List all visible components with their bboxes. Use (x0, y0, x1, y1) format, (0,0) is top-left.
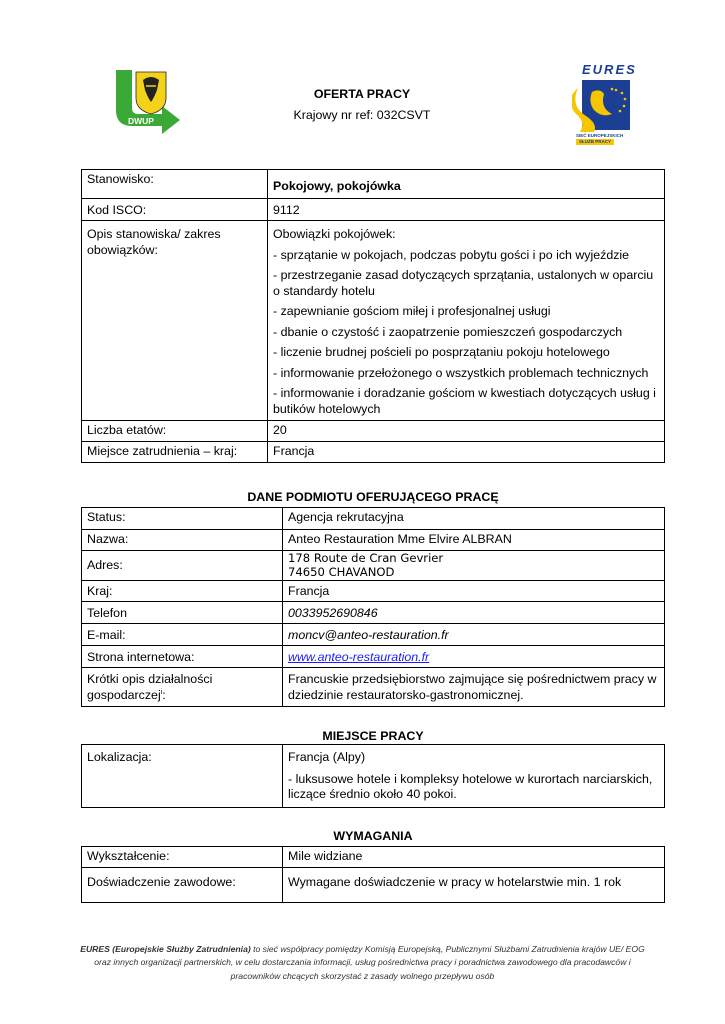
location-country: Francja (Alpy) (288, 750, 366, 764)
page-title: OFERTA PRACY (313, 87, 411, 101)
position-value (268, 170, 665, 199)
footer-line: pracowników chcących skorzystać z zasady wolnego przepływu osób (230, 970, 495, 981)
location-value (283, 745, 665, 808)
footer-line: oraz innych organizacji partnerskich, w celu dostarczania informacji, usług pośrednictwa pracy i poradnictwa zawodowego dla pracodawców i (94, 957, 631, 968)
employer-section-title: DANE PODMIOTU OFERUJĄCEGO PRACĘ (247, 490, 499, 504)
place-value: Francja (268, 442, 665, 463)
table-row (82, 602, 665, 624)
isco-label: Kod ISCO: (82, 199, 268, 221)
description-item: - dbanie o czystość i zaopatrzenie pomieszczeń gospodarczych (273, 324, 623, 339)
footer (60, 943, 665, 983)
address-line: 178 Route de Cran Gevrier (288, 551, 444, 565)
website-value (283, 646, 665, 668)
description-item: - sprzątanie w pokojach, podczas pobytu gości i po ich wyjeździe (273, 247, 630, 262)
requirements-table (81, 846, 665, 903)
activity-label-colon: : (162, 687, 166, 702)
experience-label: Doświadczenie zawodowe: (82, 867, 283, 902)
table-row (82, 421, 665, 442)
workplace-section-title: MIEJSCE PRACY (322, 729, 424, 743)
eures-logo-subtitle: SIEĆ EUROPEJSKICH (576, 133, 624, 138)
table-row (82, 221, 665, 421)
count-value: 20 (268, 421, 665, 442)
address-value (283, 551, 665, 581)
position-label: Stanowisko: (82, 170, 268, 199)
activity-label-text: Krótki opis działalności gospodarczej (87, 672, 213, 702)
description-item: Obowiązki pokojówek: (273, 227, 396, 241)
address-line: 74650 CHAVANOD (288, 565, 395, 580)
footer-line (60, 943, 665, 956)
table-row (82, 508, 665, 530)
location-details: - luksusowe hotele i kompleksy hotelowe w kurortach narciarskich, liczące średnio około 40 pokoi. (288, 771, 653, 801)
experience-value: Wymagane doświadczenie w pracy w hotelarstwie min. 1 rok (283, 867, 665, 902)
eures-logo-subtitle-2: SŁUŻB PRACY (576, 139, 614, 145)
table-row (82, 442, 665, 463)
name-label: Nazwa: (82, 530, 283, 551)
activity-label (82, 668, 283, 707)
table-row (82, 581, 665, 602)
phone-text: 0033952690846 (288, 605, 378, 620)
status-label: Status: (82, 508, 283, 530)
country-label: Kraj: (82, 581, 283, 602)
description-item: - przestrzeganie zasad dotyczących sprzątania, ustalonych w oparciu o standardy hotelu (273, 268, 654, 298)
address-label: Adres: (82, 551, 283, 581)
activity-footnote-mark: i (160, 688, 163, 696)
table-row (82, 745, 665, 808)
website-link[interactable]: www.anteo-restauration.fr (288, 649, 430, 664)
table-row (82, 646, 665, 668)
count-label: Liczba etatów: (82, 421, 268, 442)
table-row (82, 624, 665, 646)
phone-label: Telefon (82, 602, 283, 624)
workplace-table (81, 744, 665, 808)
email-label: E-mail: (82, 624, 283, 646)
table-row (82, 847, 665, 868)
education-value: Mile widziane (283, 847, 665, 868)
country-value: Francja (283, 581, 665, 602)
activity-value: Francuskie przedsiębiorstwo zajmujące się pośrednictwem pracy w dziedzinie restauratorsko-gastronomicznej. (283, 668, 665, 707)
footer-bold: EURES (Europejskie Służby Zatrudnienia) (80, 944, 251, 954)
description-label: Opis stanowiska/ zakres obowiązków: (82, 221, 268, 421)
place-label: Miejsce zatrudnienia – kraj: (82, 442, 268, 463)
description-item: - informowanie i doradzanie gościom w kwestiach dotyczących usług i butików hotelowych (273, 386, 656, 416)
table-row (82, 170, 665, 199)
education-label: Wykształcenie: (82, 847, 283, 868)
table-row (82, 668, 665, 707)
table-row (82, 867, 665, 902)
position-value-text: Pokojowy, pokojówka (273, 178, 401, 193)
eures-logo-text: EURES (582, 62, 637, 77)
job-details-table (81, 169, 665, 463)
footer-text: to sieć współpracy pomiędzy Komisją Europejską, Publicznymi Służbami Zatrudnienia krajów UE/ EOG (250, 944, 645, 954)
table-row (82, 530, 665, 551)
employer-table (81, 507, 665, 707)
website-label: Strona internetowa: (82, 646, 283, 668)
requirements-section-title: WYMAGANIA (333, 829, 413, 843)
dwup-logo (110, 68, 184, 134)
status-value: Agencja rekrutacyjna (283, 508, 665, 530)
email-value (283, 624, 665, 646)
description-item: - zapewnianie gościom miłej i profesjonalnej usługi (273, 304, 551, 318)
table-row (82, 199, 665, 221)
phone-value (283, 602, 665, 624)
email-link[interactable]: moncv@anteo-restauration.fr (288, 627, 449, 642)
isco-value: 9112 (268, 199, 665, 221)
location-label: Lokalizacja: (82, 745, 283, 808)
dwup-logo-text: DWUP (128, 116, 154, 126)
eures-logo (568, 62, 638, 148)
description-item: - informowanie przełożonego o wszystkich problemach technicznych (273, 365, 649, 380)
description-value (268, 221, 665, 421)
name-value: Anteo Restauration Mme Elvire ALBRAN (283, 530, 665, 551)
table-row (82, 551, 665, 581)
description-item: - liczenie brudnej pościeli po posprzątaniu pokoju hotelowego (273, 345, 610, 359)
reference-number: Krajowy nr ref: 032CSVT (293, 108, 431, 122)
